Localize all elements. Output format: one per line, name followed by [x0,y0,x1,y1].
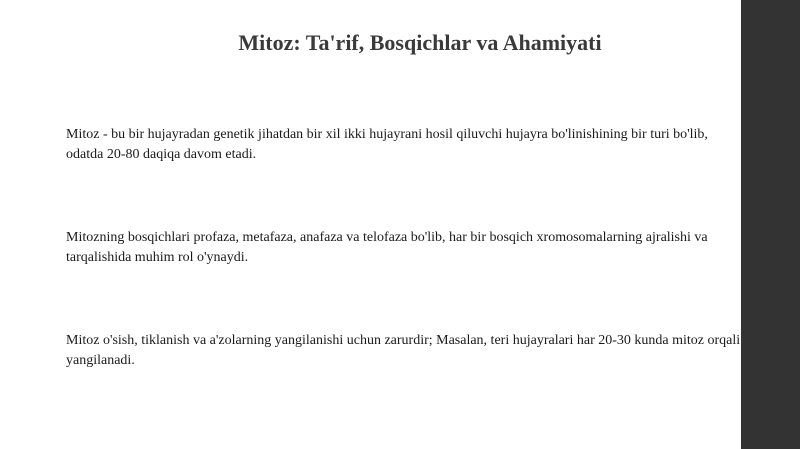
paragraph-stages: Mitozning bosqichlari profaza, metafaza, anafaza va telofaza bo'lib, har bir bosqich xromosomalarning ajralishi va tarqalishida muhim rol o'ynaydi. [66,230,708,265]
paragraph-definition: Mitoz - bu bir hujayradan genetik jihatdan bir xil ikki hujayrani hosil qiluvchi hujayra bo'linishining bir turi bo'lib, odatda 20-80 daqiqa davom etadi. [66,127,708,162]
slide-title: Mitoz: Ta'rif, Bosqichlar va Ahamiyati [238,30,602,55]
side-bar [741,0,800,449]
paragraph-importance: Mitoz o'sish, tiklanish va a'zolarning yangilanishi uchun zarurdir; Masalan, teri hujayralari har 20-30 kunda mitoz orqali yangilanadi. [66,333,741,368]
